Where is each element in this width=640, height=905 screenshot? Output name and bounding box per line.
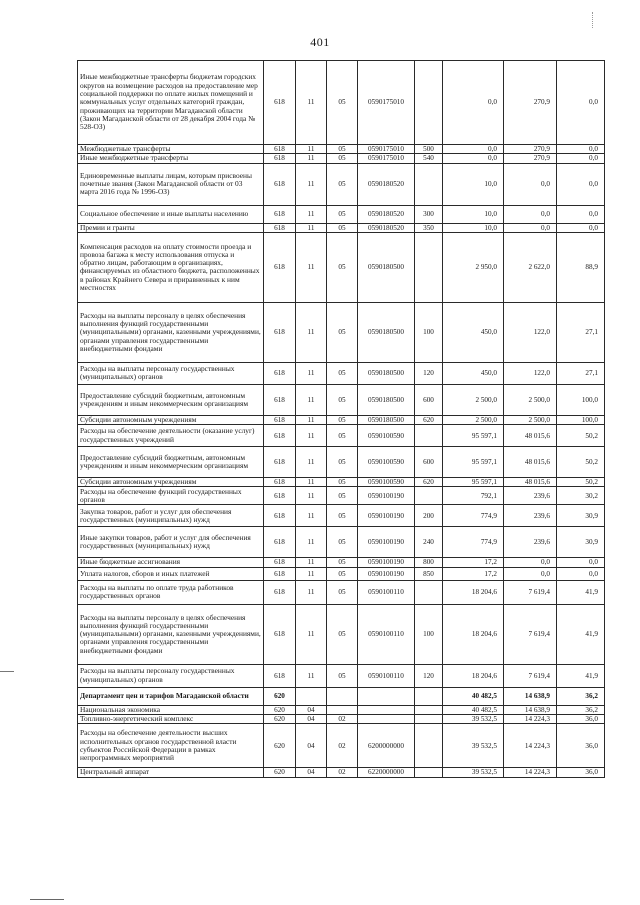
row-csr: 0590100190 (358, 527, 415, 558)
row-pr: 05 (327, 61, 358, 145)
row-pr: 02 (327, 715, 358, 724)
row-fact: 7 619,4 (504, 604, 557, 664)
row-rz: 11 (296, 232, 327, 302)
row-csr: 0590100110 (358, 604, 415, 664)
row-rz: 11 (296, 505, 327, 527)
row-fact: 0,0 (504, 205, 557, 223)
row-plan: 450,0 (443, 302, 504, 362)
row-vr: 540 (415, 154, 443, 163)
table-row (78, 505, 605, 527)
row-csr: 0590180520 (358, 163, 415, 205)
row-rz: 04 (296, 724, 327, 768)
row-rz: 11 (296, 223, 327, 232)
row-pr: 05 (327, 567, 358, 580)
row-pct: 0,0 (557, 163, 605, 205)
row-ved: 618 (264, 664, 296, 687)
row-rz: 11 (296, 154, 327, 163)
row-pr (327, 705, 358, 714)
table-row (78, 724, 605, 768)
row-name: Национальная экономика (78, 705, 264, 714)
row-pr: 05 (327, 302, 358, 362)
table-row (78, 205, 605, 223)
row-pr: 05 (327, 223, 358, 232)
row-rz: 11 (296, 604, 327, 664)
row-fact: 48 015,6 (504, 425, 557, 447)
row-plan: 2 500,0 (443, 415, 504, 424)
row-rz: 11 (296, 487, 327, 505)
row-name: Расходы на выплаты персоналу в целях обеспечения выполнения функций государственными (муниципальными) органами, казенными учреждениями, органами управления государственными внебюджетными фондами (78, 302, 264, 362)
row-plan: 18 204,6 (443, 580, 504, 604)
row-name: Расходы на выплаты персоналу в целях обеспечения выполнения функций государственными (муниципальными) органами, казенными учреждениями, органами управления государственными внебюджетными фондами (78, 604, 264, 664)
row-pct: 0,0 (557, 205, 605, 223)
row-pr (327, 687, 358, 705)
row-ved: 620 (264, 768, 296, 777)
table-row (78, 362, 605, 384)
row-csr: 0590100590 (358, 425, 415, 447)
row-fact: 14 224,3 (504, 715, 557, 724)
row-pct: 0,0 (557, 223, 605, 232)
row-plan: 39 532,5 (443, 715, 504, 724)
row-pct: 41,9 (557, 604, 605, 664)
row-vr: 100 (415, 604, 443, 664)
row-pct: 30,9 (557, 527, 605, 558)
row-plan: 792,1 (443, 487, 504, 505)
row-vr (415, 425, 443, 447)
row-pct: 50,2 (557, 447, 605, 478)
table-row (78, 558, 605, 567)
table-row (78, 768, 605, 777)
row-rz: 11 (296, 362, 327, 384)
row-rz: 11 (296, 61, 327, 145)
row-pr: 02 (327, 768, 358, 777)
row-ved: 620 (264, 715, 296, 724)
row-fact: 2 500,0 (504, 384, 557, 415)
row-pr: 05 (327, 145, 358, 154)
row-ved: 618 (264, 580, 296, 604)
row-plan: 18 204,6 (443, 664, 504, 687)
row-vr: 240 (415, 527, 443, 558)
table-row (78, 61, 605, 145)
row-vr: 600 (415, 447, 443, 478)
row-pct: 88,9 (557, 232, 605, 302)
row-name: Расходы на обеспечение деятельности (оказание услуг) государственных учреждений (78, 425, 264, 447)
row-csr: 0590175010 (358, 145, 415, 154)
row-rz: 11 (296, 302, 327, 362)
row-name: Расходы на выплаты персоналу государственных (муниципальных) органов (78, 362, 264, 384)
row-fact: 7 619,4 (504, 664, 557, 687)
row-pr: 05 (327, 478, 358, 487)
row-csr: 0590180500 (358, 362, 415, 384)
row-fact: 48 015,6 (504, 478, 557, 487)
budget-table (77, 60, 605, 778)
row-ved: 618 (264, 478, 296, 487)
row-name: Компенсация расходов на оплату стоимости проезда и провоза багажа к месту использования отпуска и обратно лицам, работающим в организациях, финансируемых из областного бюджета, расположенных в районах Крайнего Севера и приравненных к ним местностях (78, 232, 264, 302)
row-name: Предоставление субсидий бюджетным, автономным учреждениям и иным некоммерческим организациям (78, 384, 264, 415)
row-pr: 05 (327, 604, 358, 664)
row-name: Расходы на выплаты по оплате труда работников государственных органов (78, 580, 264, 604)
row-name: Субсидии автономным учреждениям (78, 415, 264, 424)
row-ved: 620 (264, 687, 296, 705)
row-pct: 36,0 (557, 768, 605, 777)
row-pct: 0,0 (557, 558, 605, 567)
row-name: Иные закупки товаров, работ и услуг для обеспечения государственных (муниципальных) нужд (78, 527, 264, 558)
table-row (78, 715, 605, 724)
row-csr: 0590180520 (358, 205, 415, 223)
row-fact: 239,6 (504, 505, 557, 527)
row-pr: 05 (327, 487, 358, 505)
row-rz: 11 (296, 580, 327, 604)
row-pct: 27,1 (557, 362, 605, 384)
row-ved: 618 (264, 223, 296, 232)
row-name: Центральный аппарат (78, 768, 264, 777)
row-plan: 40 482,5 (443, 705, 504, 714)
row-pct: 30,9 (557, 505, 605, 527)
row-plan: 0,0 (443, 61, 504, 145)
row-plan: 10,0 (443, 163, 504, 205)
row-pr: 05 (327, 163, 358, 205)
row-csr: 0590180500 (358, 302, 415, 362)
row-ved: 618 (264, 558, 296, 567)
row-csr: 0590180500 (358, 384, 415, 415)
row-ved: 620 (264, 705, 296, 714)
table-row (78, 705, 605, 714)
row-pr: 05 (327, 154, 358, 163)
table-row (78, 580, 605, 604)
row-vr (415, 232, 443, 302)
row-ved: 618 (264, 61, 296, 145)
row-fact: 270,9 (504, 145, 557, 154)
row-rz: 11 (296, 205, 327, 223)
row-pct: 36,0 (557, 724, 605, 768)
row-csr: 0590100110 (358, 664, 415, 687)
row-fact: 122,0 (504, 362, 557, 384)
table-row (78, 425, 605, 447)
row-name: Расходы на обеспечение функций государственных органов (78, 487, 264, 505)
row-fact: 0,0 (504, 558, 557, 567)
row-rz: 11 (296, 415, 327, 424)
row-rz: 11 (296, 425, 327, 447)
row-plan: 2 500,0 (443, 384, 504, 415)
row-plan: 18 204,6 (443, 604, 504, 664)
row-csr: 6220000000 (358, 768, 415, 777)
row-name: Департамент цен и тарифов Магаданской области (78, 687, 264, 705)
row-pct: 100,0 (557, 415, 605, 424)
row-name: Премии и гранты (78, 223, 264, 232)
row-plan: 0,0 (443, 154, 504, 163)
row-plan: 774,9 (443, 505, 504, 527)
row-plan: 17,2 (443, 567, 504, 580)
row-rz: 11 (296, 478, 327, 487)
row-vr: 120 (415, 362, 443, 384)
row-pct: 30,2 (557, 487, 605, 505)
row-csr: 0590180500 (358, 415, 415, 424)
row-name: Предоставление субсидий бюджетным, автономным учреждениям и иным некоммерческим организациям (78, 447, 264, 478)
row-fact: 14 638,9 (504, 687, 557, 705)
table-row (78, 145, 605, 154)
row-name: Социальное обеспечение и иные выплаты населению (78, 205, 264, 223)
row-plan: 0,0 (443, 145, 504, 154)
row-ved: 618 (264, 527, 296, 558)
row-fact: 48 015,6 (504, 447, 557, 478)
row-name: Субсидии автономным учреждениям (78, 478, 264, 487)
row-fact: 239,6 (504, 487, 557, 505)
row-rz: 11 (296, 558, 327, 567)
row-pct: 0,0 (557, 61, 605, 145)
row-fact: 0,0 (504, 567, 557, 580)
row-csr: 0590175010 (358, 154, 415, 163)
page-number: 401 (310, 35, 330, 49)
row-vr: 300 (415, 205, 443, 223)
row-plan: 95 597,1 (443, 447, 504, 478)
row-vr (415, 61, 443, 145)
footnote-rule (30, 899, 64, 900)
row-vr: 200 (415, 505, 443, 527)
row-pct: 36,2 (557, 687, 605, 705)
table-row (78, 478, 605, 487)
row-rz: 11 (296, 664, 327, 687)
row-csr (358, 705, 415, 714)
row-plan: 17,2 (443, 558, 504, 567)
row-rz: 11 (296, 384, 327, 415)
row-name: Единовременные выплаты лицам, которым присвоены почетные звания (Закон Магаданской области от 03 марта 2016 года № 1996-ОЗ) (78, 163, 264, 205)
row-ved: 618 (264, 487, 296, 505)
row-pr: 05 (327, 527, 358, 558)
row-vr (415, 705, 443, 714)
row-pr: 05 (327, 205, 358, 223)
row-pct: 0,0 (557, 145, 605, 154)
row-name: Расходы на выплаты персоналу государственных (муниципальных) органов (78, 664, 264, 687)
row-fact: 270,9 (504, 154, 557, 163)
row-csr: 0590100190 (358, 558, 415, 567)
row-ved: 618 (264, 447, 296, 478)
row-vr (415, 724, 443, 768)
row-fact: 14 224,3 (504, 724, 557, 768)
row-vr (415, 487, 443, 505)
row-ved: 618 (264, 604, 296, 664)
row-pct: 41,9 (557, 664, 605, 687)
table-row (78, 604, 605, 664)
row-vr: 850 (415, 567, 443, 580)
table-row (78, 664, 605, 687)
row-fact: 14 224,3 (504, 768, 557, 777)
row-vr (415, 768, 443, 777)
row-fact: 270,9 (504, 61, 557, 145)
row-pct: 50,2 (557, 478, 605, 487)
row-rz: 04 (296, 705, 327, 714)
row-rz (296, 687, 327, 705)
row-pct: 41,9 (557, 580, 605, 604)
row-pct: 36,2 (557, 705, 605, 714)
table-row (78, 154, 605, 163)
row-pr: 05 (327, 664, 358, 687)
row-plan: 2 950,0 (443, 232, 504, 302)
row-ved: 618 (264, 232, 296, 302)
row-fact: 0,0 (504, 163, 557, 205)
row-pr: 05 (327, 232, 358, 302)
row-vr (415, 715, 443, 724)
row-pr: 05 (327, 384, 358, 415)
row-rz: 11 (296, 567, 327, 580)
row-fact: 7 619,4 (504, 580, 557, 604)
row-pr: 05 (327, 447, 358, 478)
table-row (78, 447, 605, 478)
row-rz: 04 (296, 768, 327, 777)
margin-rule (0, 671, 14, 672)
row-csr: 0590100590 (358, 447, 415, 478)
scan-speck-marks (592, 12, 596, 28)
row-fact: 2 622,0 (504, 232, 557, 302)
row-csr (358, 687, 415, 705)
row-name: Иные бюджетные ассигнования (78, 558, 264, 567)
row-ved: 618 (264, 163, 296, 205)
row-plan: 39 532,5 (443, 768, 504, 777)
row-rz: 11 (296, 145, 327, 154)
row-ved: 618 (264, 567, 296, 580)
row-name: Расходы на обеспечение деятельности высших исполнительных органов государственной власти субъектов Российской Федерации в рамках непрограммных мероприятий (78, 724, 264, 768)
budget-table-body (78, 61, 605, 778)
row-pr: 05 (327, 415, 358, 424)
row-ved: 618 (264, 154, 296, 163)
table-row (78, 223, 605, 232)
row-csr: 0590175010 (358, 61, 415, 145)
row-vr: 120 (415, 664, 443, 687)
row-ved: 618 (264, 425, 296, 447)
row-vr (415, 163, 443, 205)
row-pr: 05 (327, 580, 358, 604)
table-row (78, 384, 605, 415)
row-pr: 02 (327, 724, 358, 768)
row-vr: 350 (415, 223, 443, 232)
row-ved: 618 (264, 415, 296, 424)
row-pr: 05 (327, 425, 358, 447)
row-vr: 620 (415, 478, 443, 487)
row-ved: 618 (264, 205, 296, 223)
row-vr: 500 (415, 145, 443, 154)
table-row (78, 567, 605, 580)
row-fact: 239,6 (504, 527, 557, 558)
row-pct: 0,0 (557, 567, 605, 580)
row-name: Иные межбюджетные трансферты бюджетам городских округов на возмещение расходов на предоставление мер социальной поддержки по оплате жилых помещений и коммунальных услуг отдельных категорий граждан, проживающих на территории Магаданской области (Закон Магаданской области от 28 декабря 2004 года № 528-ОЗ) (78, 61, 264, 145)
row-csr: 0590100190 (358, 505, 415, 527)
table-row (78, 302, 605, 362)
row-plan: 40 482,5 (443, 687, 504, 705)
row-name: Топливно-энергетический комплекс (78, 715, 264, 724)
row-vr: 600 (415, 384, 443, 415)
row-csr: 0590180520 (358, 223, 415, 232)
table-row (78, 232, 605, 302)
row-csr: 0590100590 (358, 478, 415, 487)
row-pr: 05 (327, 362, 358, 384)
table-row (78, 687, 605, 705)
row-plan: 774,9 (443, 527, 504, 558)
row-fact: 122,0 (504, 302, 557, 362)
row-rz: 11 (296, 163, 327, 205)
row-ved: 618 (264, 505, 296, 527)
row-csr: 6200000000 (358, 724, 415, 768)
row-fact: 2 500,0 (504, 415, 557, 424)
row-rz: 11 (296, 447, 327, 478)
row-rz: 04 (296, 715, 327, 724)
row-vr (415, 580, 443, 604)
row-plan: 95 597,1 (443, 478, 504, 487)
row-ved: 618 (264, 302, 296, 362)
table-row (78, 415, 605, 424)
row-fact: 0,0 (504, 223, 557, 232)
row-ved: 618 (264, 145, 296, 154)
row-plan: 10,0 (443, 223, 504, 232)
row-ved: 618 (264, 362, 296, 384)
row-pct: 36,0 (557, 715, 605, 724)
row-name: Уплата налогов, сборов и иных платежей (78, 567, 264, 580)
row-pct: 100,0 (557, 384, 605, 415)
row-vr: 800 (415, 558, 443, 567)
row-plan: 95 597,1 (443, 425, 504, 447)
table-row (78, 527, 605, 558)
row-csr: 0590180500 (358, 232, 415, 302)
row-ved: 620 (264, 724, 296, 768)
row-csr: 0590100110 (358, 580, 415, 604)
row-csr: 0590100190 (358, 487, 415, 505)
row-pct: 27,1 (557, 302, 605, 362)
row-name: Закупка товаров, работ и услуг для обеспечения государственных (муниципальных) нужд (78, 505, 264, 527)
row-plan: 10,0 (443, 205, 504, 223)
row-name: Иные межбюджетные трансферты (78, 154, 264, 163)
row-plan: 39 532,5 (443, 724, 504, 768)
row-name: Межбюджетные трансферты (78, 145, 264, 154)
row-plan: 450,0 (443, 362, 504, 384)
row-vr: 100 (415, 302, 443, 362)
row-vr: 620 (415, 415, 443, 424)
row-csr (358, 715, 415, 724)
row-pct: 0,0 (557, 154, 605, 163)
table-row (78, 163, 605, 205)
row-fact: 14 638,9 (504, 705, 557, 714)
row-pr: 05 (327, 558, 358, 567)
row-vr (415, 687, 443, 705)
row-csr: 0590100190 (358, 567, 415, 580)
table-row (78, 487, 605, 505)
row-pr: 05 (327, 505, 358, 527)
row-rz: 11 (296, 527, 327, 558)
row-ved: 618 (264, 384, 296, 415)
row-pct: 50,2 (557, 425, 605, 447)
